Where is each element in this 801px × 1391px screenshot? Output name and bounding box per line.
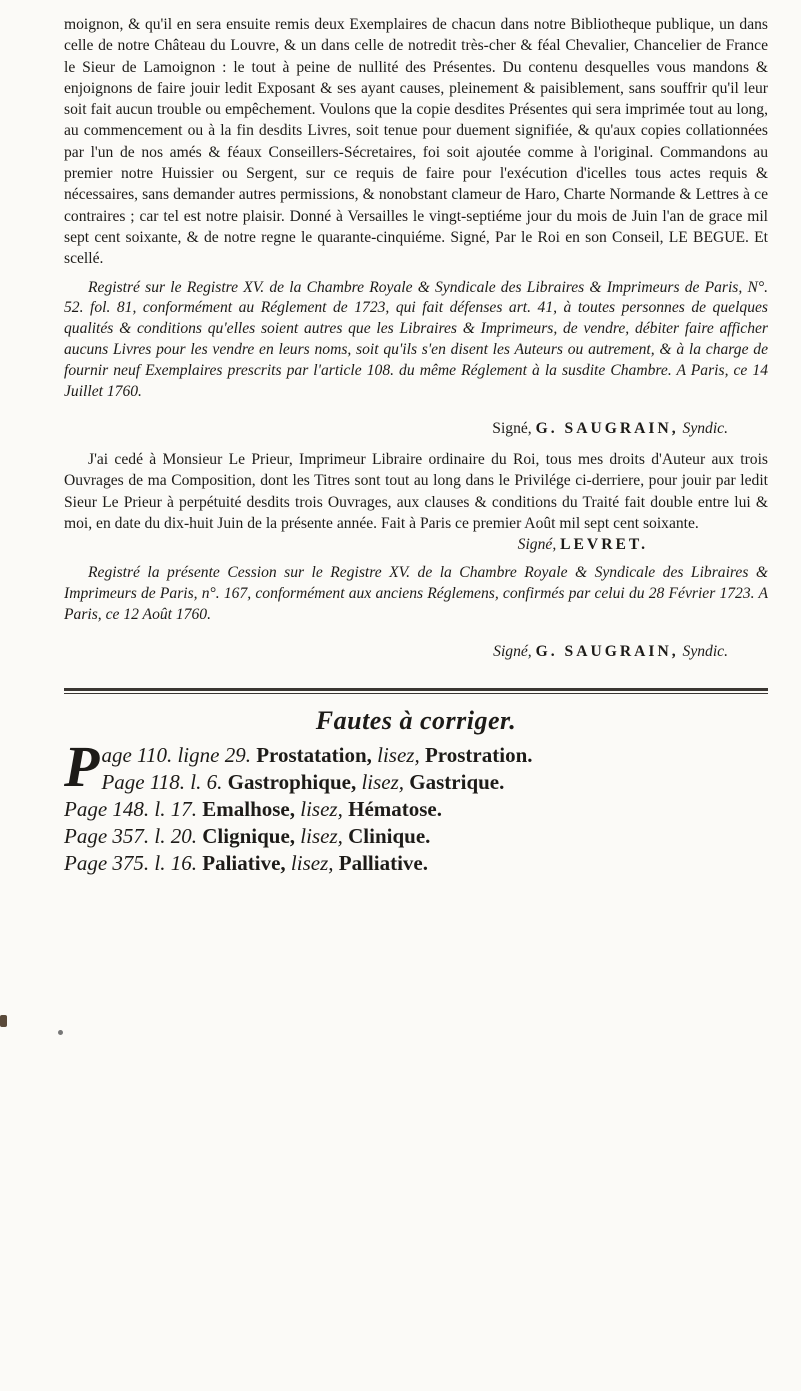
errata-item: [64, 769, 768, 796]
errata-title: Fautes à corriger.: [315, 706, 517, 736]
errata-read: lisez,: [377, 743, 420, 768]
errata-wrong: Gastrophique,: [227, 770, 357, 795]
signature-name: LEVRET.: [560, 536, 648, 554]
signature-prefix: Signé,: [517, 536, 557, 554]
errata-right: Palliative.: [338, 851, 428, 876]
errata-item: [64, 823, 768, 850]
registration-note-2: Registré la présente Cession sur le Registre XV. de la Chambre Royale & Syndicale des Libraires & Imprimeurs de Paris, n°. 167, conformément aux anciens Réglemens, confirmés par celui du 28 Février 1723. A Paris, ce 12 Août 1760.: [64, 564, 768, 623]
errata-read: lisez,: [300, 824, 343, 849]
signature-saugrain-2: [64, 641, 768, 662]
signature-saugrain-1: [64, 418, 768, 439]
ink-spot: [58, 1030, 63, 1035]
errata-list: [64, 734, 768, 877]
errata-right: Clinique.: [348, 824, 431, 849]
errata-page: Page 375.: [64, 851, 150, 876]
errata-page: Page 118.: [101, 770, 186, 795]
signature-role: Syndic.: [682, 643, 728, 661]
errata-page: Page 357.: [64, 824, 150, 849]
errata-read: lisez,: [361, 770, 405, 795]
errata-wrong: Prostatation,: [256, 743, 372, 768]
signature-name: G. SAUGRAIN,: [535, 643, 679, 661]
signature-levret: [64, 534, 768, 555]
registration-note-1: Registré sur le Registre XV. de la Chambre Royale & Syndicale des Libraires & Imprimeurs de Paris, N°. 52. fol. 81, conformément au Réglement de 1723, qui fait défenses art. 41, à toutes personnes de quelques qualités & conditions qu'elles soient autres que les Libraires & Imprimeurs, de vendre, débiter faire afficher aucuns Livres pour les vendre en leurs noms, soit qu'ils s'en disent les Auteurs ou autrement, & à la charge de fournir neuf Exemplaires prescrits par l'article 108. du même Réglement à la susdite Chambre. A Paris, ce 14 Juillet 1760.: [64, 278, 768, 400]
page-edge-mark: [0, 1015, 7, 1027]
errata-line: ligne 29.: [177, 743, 251, 768]
errata-wrong: Emalhose,: [202, 797, 296, 822]
errata-right: Gastrique.: [409, 770, 505, 795]
errata-item: [64, 796, 768, 823]
errata-page: age 110.: [101, 743, 173, 768]
signature-role: Syndic.: [682, 419, 728, 437]
errata-line: l. 17.: [154, 797, 197, 822]
errata-line: l. 20.: [154, 824, 197, 849]
errata-read: lisez,: [300, 797, 343, 822]
section-divider-thin: [64, 693, 768, 694]
errata-right: Hématose.: [348, 797, 442, 822]
errata-dropcap: P: [64, 734, 100, 800]
cession-paragraph: J'ai cedé à Monsieur Le Prieur, Imprimeur Libraire ordinaire du Roi, tous mes droits d'Auteur aux trois Ouvrages de ma Composition, dont les Titres sont tout au long dans le Privilége ci-derriere, pour jouir par ledit Sieur Le Prieur à perpétuité desdits trois Ouvrages, aux clauses & conditions du Traité fait double entre lui & moi, en date du dix-huit Juin de la présente année. Fait à Paris ce premier Août mil sept cent soixante.: [64, 450, 768, 532]
signature-prefix: Signé,: [492, 419, 532, 437]
document-page: [64, 14, 768, 877]
errata-page: Page 148.: [64, 797, 150, 822]
signature-name: G. SAUGRAIN,: [535, 419, 679, 437]
errata-wrong: Clignique,: [202, 824, 296, 849]
privilege-closing-paragraph: moignon, & qu'il en sera ensuite remis deux Exemplaires de chacun dans notre Bibliotheque publique, un dans celle de notre Château du Louvre, & un dans celle de notredit très-cher & féal Chevalier, Chancelier de France le Sieur de Lamoignon : le tout à peine de nullité des Présentes. Du contenu desquelles vous mandons & enjoignons de faire jouir ledit Exposant & ses ayant causes, pleinement & paisiblement, sans souffrir qu'il leur soit fait aucun trouble ou empêchement. Voulons que la copie desdites Présentes qui sera imprimée tout au long, au commencement ou à la fin desdits Livres, soit tenue pour duement signifiée, & qu'aux copies collationnées par l'un de nos amés & féaux Conseillers-Sécretaires, foi soit ajoutée comme à l'original. Commandons au premier notre Huissier ou Sergent, sur ce requis de faire pour l'exécution d'icelles tous actes requis & nécessaires, sans demander autres permissions, & nonobstant clameur de Haro, Charte Normande & Lettres à ce contraires ; car tel est notre plaisir. Donné à Versailles le vingt-septiéme jour du mois de Juin l'an de grace mil sept cent soixante, & de notre regne le quarante-cinquiéme. Signé, Par le Roi en son Conseil, LE BEGUE. Et scellé.: [64, 16, 768, 268]
errata-read: lisez,: [290, 851, 334, 876]
errata-item: [64, 850, 768, 877]
section-divider: [64, 688, 768, 691]
signature-prefix: Signé,: [493, 643, 532, 661]
errata-wrong: Paliative,: [202, 851, 286, 876]
errata-right: Prostration.: [424, 743, 533, 768]
errata-line: l. 16.: [154, 851, 197, 876]
errata-line: l. 6.: [190, 770, 223, 795]
